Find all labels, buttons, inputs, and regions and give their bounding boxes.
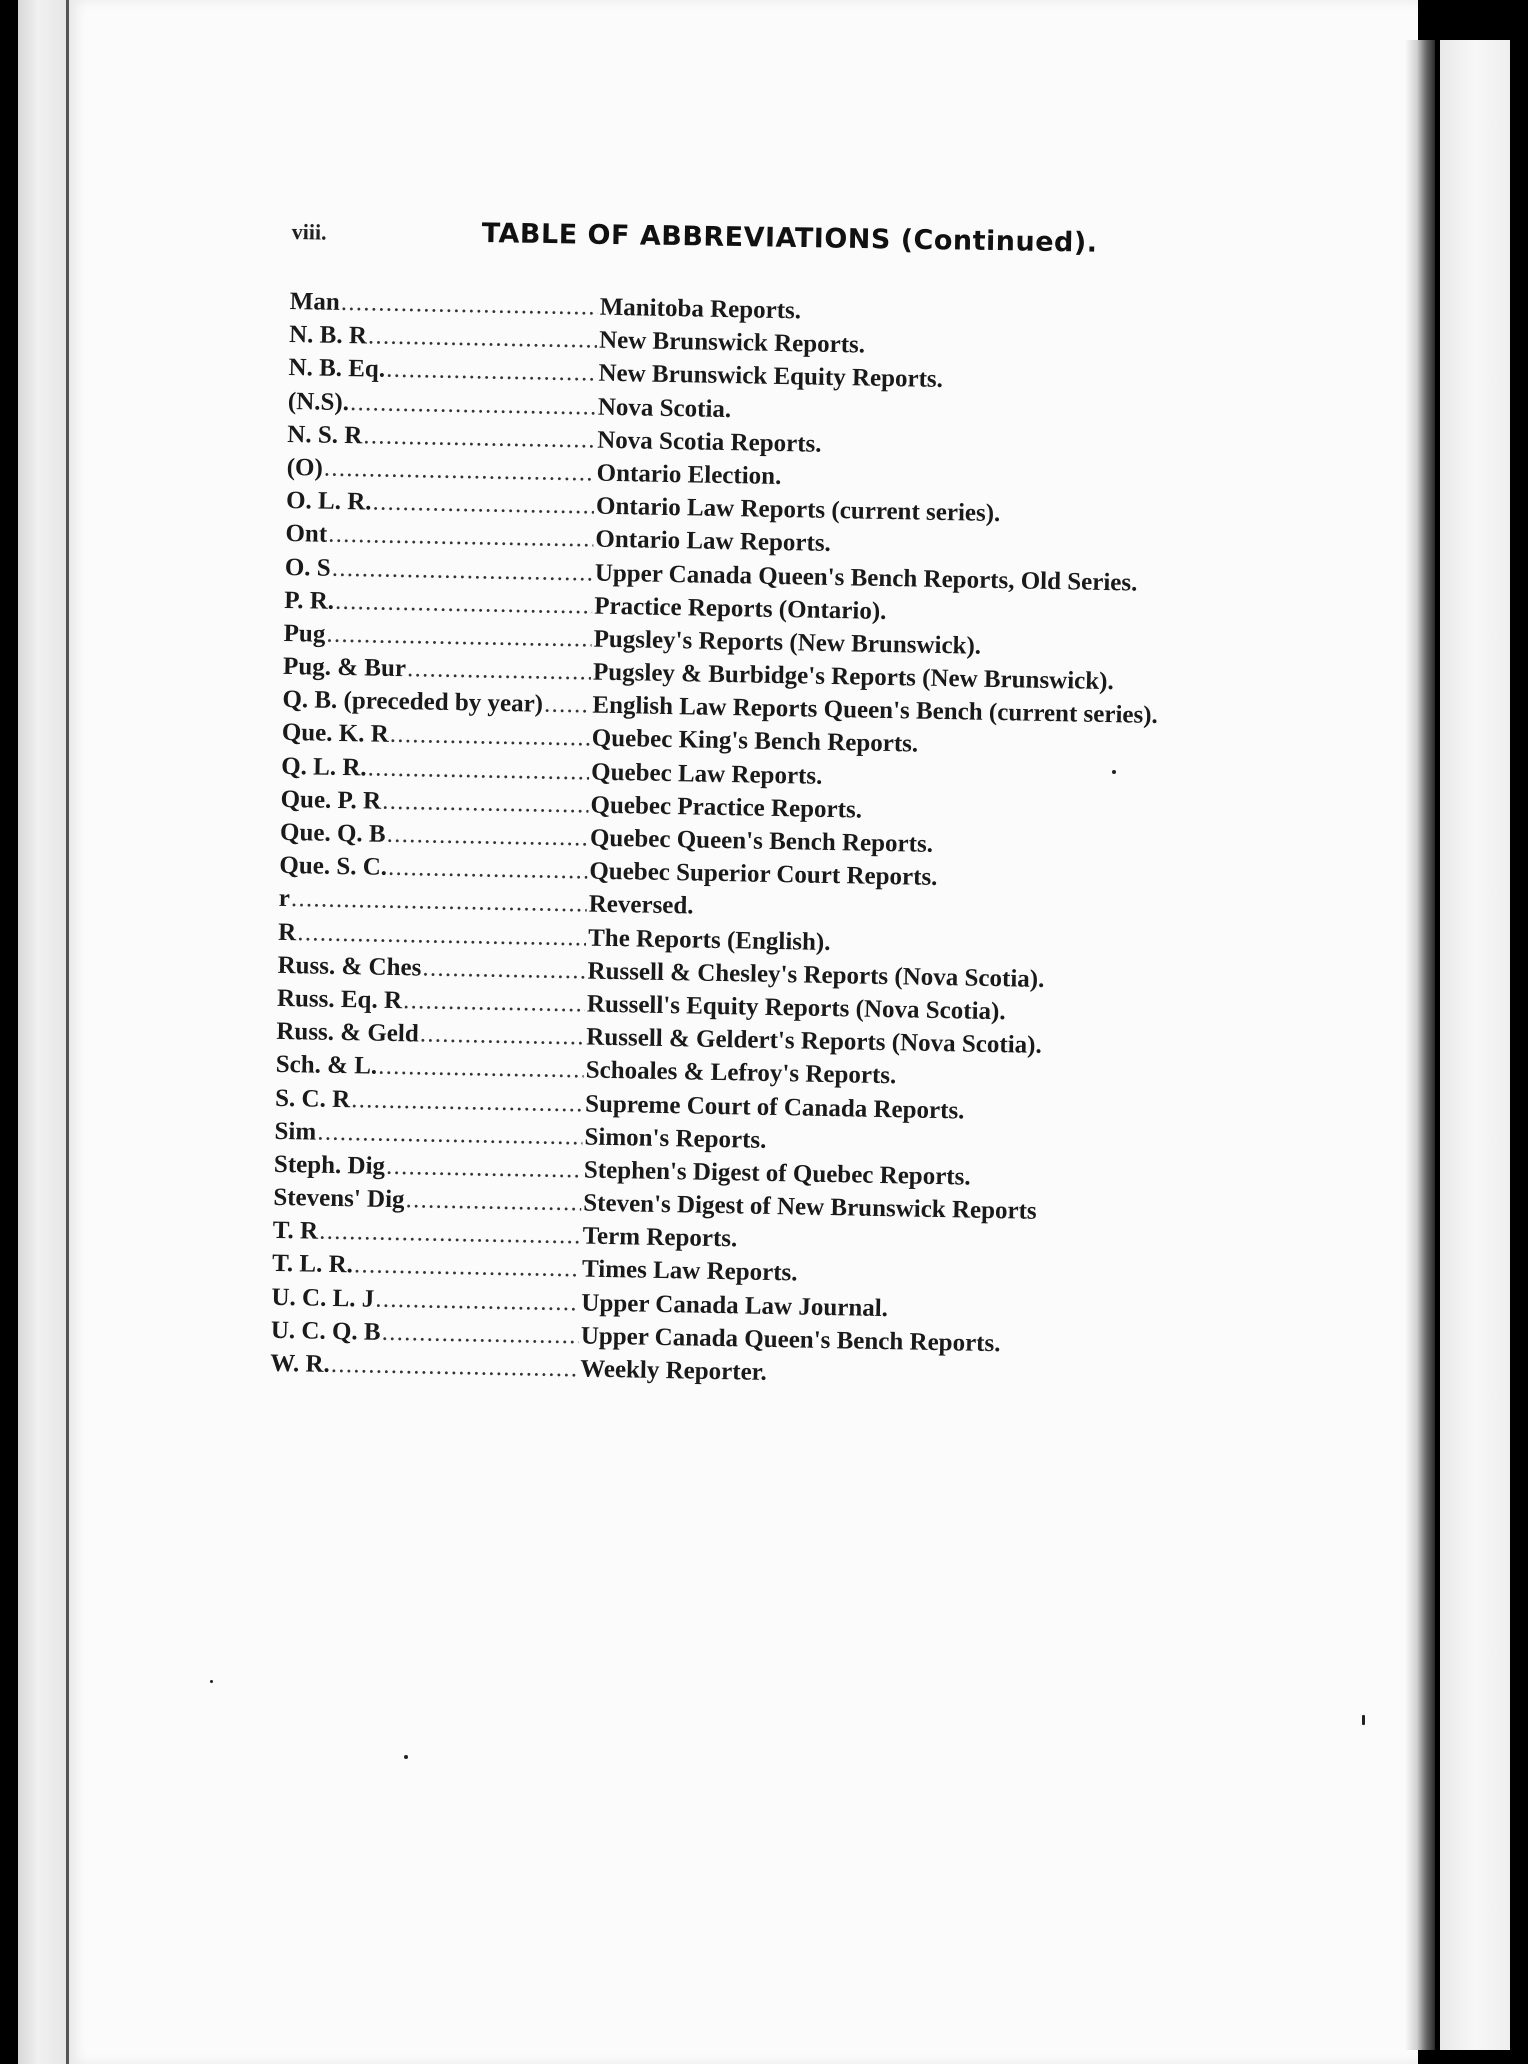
abbreviation-term: Que. S. C. [279, 852, 388, 882]
abbreviation-cell [275, 1051, 585, 1085]
abbreviation-meaning: Weekly Reporter. [579, 1355, 768, 1386]
scan-speck [1112, 770, 1116, 774]
dot-leader [292, 891, 587, 917]
abbreviation-term: Steph. Dig [273, 1150, 386, 1180]
abbreviation-cell [277, 985, 587, 1019]
dot-leader [376, 1290, 580, 1315]
dot-leader [332, 1356, 579, 1382]
abbreviation-cell [272, 1250, 582, 1284]
abbreviation-meaning: Practice Reports (Ontario). [593, 592, 887, 625]
page-left-edge [66, 0, 69, 2064]
page-header [291, 215, 1098, 287]
abbreviation-meaning: Term Reports. [582, 1222, 738, 1253]
dot-leader [352, 1091, 583, 1116]
abbreviation-term: U. C. Q. B [270, 1316, 381, 1346]
abbreviation-term: Pug. & Bur [282, 653, 407, 683]
abbreviation-meaning: Times Law Reports. [581, 1255, 798, 1287]
page-number: viii. [291, 218, 327, 245]
abbreviation-cell [287, 421, 597, 455]
abbreviation-meaning: Simon's Reports. [584, 1123, 767, 1154]
dot-leader [325, 460, 595, 486]
abbreviation-meaning: Upper Canada Queen's Bench Reports. [580, 1322, 1001, 1358]
dot-leader [327, 626, 592, 652]
dot-leader [368, 759, 589, 784]
abbreviation-meaning: New Brunswick Equity Reports. [598, 360, 944, 394]
abbreviation-meaning: Pugsley's Reports (New Brunswick). [593, 625, 982, 660]
abbreviation-meaning: Quebec Queen's Bench Reports. [589, 824, 934, 858]
scan-speck [210, 1680, 213, 1683]
abbreviation-term: Que. K. R [281, 719, 390, 749]
dot-leader [369, 328, 598, 353]
abbreviation-cell [275, 1084, 585, 1118]
dot-leader [333, 559, 593, 585]
abbreviation-cell [270, 1350, 580, 1384]
abbreviation-cell [282, 719, 592, 753]
dot-leader [351, 394, 596, 419]
dot-leader [342, 294, 598, 320]
abbreviation-cell [271, 1317, 581, 1351]
abbreviation-term: Pug [283, 619, 326, 648]
abbreviation-meaning: The Reports (English). [587, 924, 831, 956]
abbreviation-cell [281, 753, 591, 787]
abbreviation-meaning: Upper Canada Law Journal. [581, 1289, 889, 1322]
dot-leader [336, 593, 593, 619]
abbreviation-cell [280, 819, 590, 853]
abbreviation-cell [273, 1184, 583, 1218]
abbreviation-term: Russ. & Geld [276, 1018, 419, 1048]
abbreviation-term: (O) [286, 453, 324, 482]
abbreviation-term: N. S. R [287, 420, 363, 450]
abbreviation-meaning: Ontario Law Reports (current series). [595, 492, 1001, 528]
abbreviation-term: T. L. R. [271, 1250, 354, 1279]
abbreviation-meaning: English Law Reports Queen's Bench (current series). [592, 691, 1159, 730]
abbreviation-term: N. B. R [288, 321, 368, 350]
abbreviation-term: (N.S). [287, 387, 350, 416]
dot-leader [423, 959, 586, 983]
abbreviation-meaning: Pugsley & Burbidge's Reports (New Brunswick). [592, 658, 1115, 696]
abbreviation-cell [271, 1283, 581, 1317]
dot-leader [389, 859, 588, 884]
page-title: TABLE OF ABBREVIATIONS (Continued). [481, 217, 1098, 259]
dot-leader [329, 526, 594, 552]
dot-leader [298, 924, 586, 950]
abbreviation-cell [277, 952, 587, 986]
abbreviation-term: T. R [272, 1217, 319, 1245]
abbreviation-term: Q. B. (preceded by year) [282, 686, 544, 718]
abbreviation-meaning: Quebec Superior Court Reports. [589, 857, 938, 892]
abbreviation-term: Que. P. R [280, 785, 382, 815]
abbreviation-cell [278, 918, 588, 952]
abbreviation-meaning: Steven's Digest of New Brunswick Reports [583, 1189, 1037, 1225]
abbreviation-cell [274, 1118, 584, 1152]
abbreviation-meaning: Quebec Practice Reports. [590, 791, 863, 824]
dot-leader [379, 1058, 584, 1083]
dot-leader [382, 1324, 579, 1349]
binding-edge [18, 0, 68, 2064]
dot-leader [364, 427, 595, 452]
abbreviation-meaning: Ontario Election. [596, 459, 782, 490]
abbreviation-cell [279, 852, 589, 886]
abbreviation-cell [286, 454, 596, 488]
abbreviation-cell [283, 653, 593, 687]
abbreviation-cell [289, 321, 599, 355]
abbreviation-cell [283, 620, 593, 654]
abbreviation-term: Sim [274, 1117, 317, 1146]
page-fold-shadow [1405, 40, 1435, 2050]
abbreviation-term: Man [289, 288, 340, 316]
abbreviation-term: Russ. & Ches [277, 951, 422, 982]
dot-leader [391, 726, 590, 751]
abbreviation-meaning: Quebec King's Bench Reports. [591, 725, 919, 759]
dot-leader [421, 1026, 585, 1050]
abbreviation-meaning: Upper Canada Queen's Bench Reports, Old Series. [594, 559, 1138, 597]
abbreviation-meaning: Nova Scotia. [597, 393, 732, 423]
dot-leader [404, 992, 585, 1016]
dot-leader [387, 1158, 582, 1183]
abbreviation-term: r [278, 885, 291, 913]
abbreviation-term: N. B. Eq. [288, 354, 386, 384]
abbreviation-meaning: Ontario Law Reports. [595, 525, 832, 558]
abbreviation-meaning: Reversed. [588, 890, 694, 920]
abbreviation-meaning: Manitoba Reports. [599, 293, 802, 325]
abbreviation-cell [280, 786, 590, 820]
abbreviation-cell [276, 1018, 586, 1052]
abbreviation-meaning: Schoales & Lefroy's Reports. [585, 1056, 897, 1090]
abbreviation-meaning: Supreme Court of Canada Reports. [584, 1090, 965, 1124]
abbreviation-cell [285, 553, 595, 587]
scan-speck [404, 1755, 408, 1759]
abbreviation-cell [274, 1151, 584, 1185]
abbreviation-meaning: Russell's Equity Reports (Nova Scotia). [586, 990, 1006, 1026]
abbreviation-term: Ont [285, 520, 328, 549]
abbreviation-cell [288, 354, 598, 388]
abbreviation-cell [272, 1217, 582, 1251]
abbreviation-cell [286, 487, 596, 521]
abbreviation-cell [289, 288, 599, 322]
scan-speck [1362, 1715, 1365, 1725]
abbreviation-term: Stevens' Dig [273, 1183, 405, 1214]
dot-leader [387, 361, 597, 386]
abbreviation-cell [288, 388, 598, 422]
abbreviation-term: R [277, 918, 297, 946]
abbreviation-cell [285, 520, 595, 554]
abbreviation-cell [282, 686, 592, 720]
abbreviation-meaning: Russell & Geldert's Reports (Nova Scotia). [586, 1023, 1042, 1060]
abbreviation-cell [279, 885, 589, 919]
abbreviation-term: O. S [284, 553, 331, 582]
dot-leader [408, 660, 591, 684]
adjacent-page-edge [1440, 40, 1510, 2050]
dot-leader [320, 1223, 581, 1249]
abbreviation-term: O. L. R. [285, 487, 372, 516]
abbreviation-term: Que. Q. B [279, 818, 386, 848]
abbreviation-meaning: Stephen's Digest of Quebec Reports. [583, 1156, 971, 1191]
abbreviation-term: W. R. [270, 1349, 331, 1378]
abbreviation-term: U. C. L. J [271, 1283, 375, 1313]
abbreviation-term: Russ. Eq. R [276, 984, 403, 1015]
abbreviation-meaning: Nova Scotia Reports. [597, 426, 822, 458]
dot-leader [355, 1257, 581, 1282]
abbreviation-meaning: Quebec Law Reports. [590, 758, 823, 790]
dot-leader [383, 793, 589, 818]
abbreviation-term: P. R. [284, 586, 335, 615]
dot-leader [318, 1123, 583, 1149]
abbreviation-cell [284, 587, 594, 621]
abbreviation-list [270, 288, 1230, 1400]
dot-leader [406, 1191, 581, 1215]
abbreviation-term: Q. L. R. [280, 752, 367, 782]
abbreviation-meaning: Russell & Chesley's Reports (Nova Scotia). [587, 957, 1045, 993]
dot-leader [387, 826, 588, 851]
dot-leader [373, 494, 594, 519]
abbreviation-term: Sch. & L. [275, 1051, 378, 1081]
abbreviation-meaning: New Brunswick Reports. [598, 326, 866, 359]
abbreviation-term: S. C. R [274, 1084, 351, 1113]
dot-leader [545, 696, 591, 718]
